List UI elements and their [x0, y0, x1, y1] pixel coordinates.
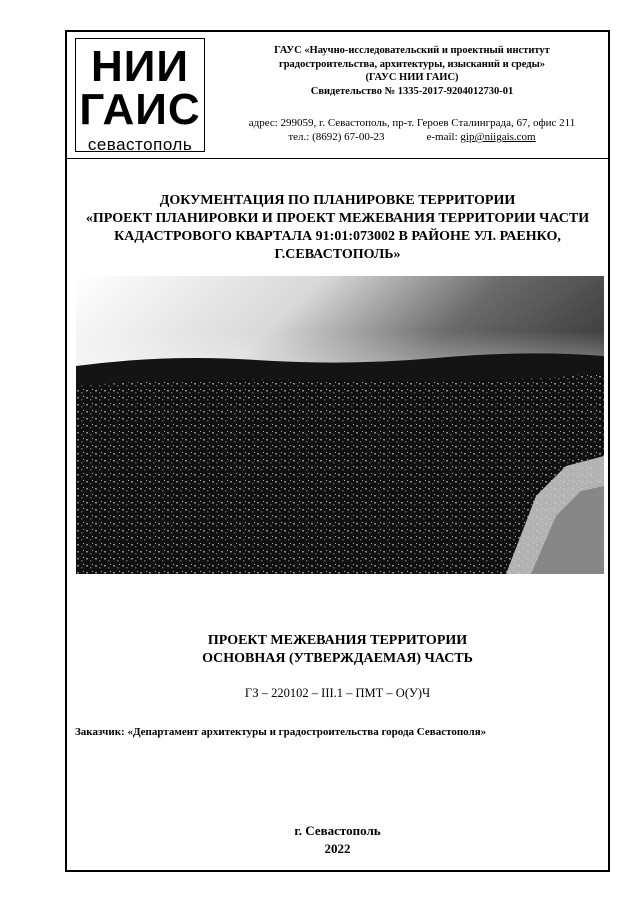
contacts	[217, 116, 607, 144]
organization-name-line1: ГАУС «Научно-исследовательский и проектный институт	[274, 45, 550, 56]
organization-info	[217, 44, 607, 98]
organization-name-line2: градостроительства, архитектуры, изысканий и среды»	[278, 58, 546, 70]
document-title	[67, 192, 608, 264]
place-and-year	[67, 822, 608, 858]
address: адрес: 299059, г. Севастополь, пр-т. Героев Сталинграда, 67, офис 211	[248, 117, 576, 129]
city: г. Севастополь	[294, 823, 381, 838]
section-title-line2: ОСНОВНАЯ (УТВЕРЖДАЕМАЯ) ЧАСТЬ	[202, 651, 473, 666]
logo-text-nii: НИИ	[90, 42, 190, 91]
document-title-line1: ДОКУМЕНТАЦИЯ ПО ПЛАНИРОВКЕ ТЕРРИТОРИИ	[159, 193, 516, 208]
document-code: ГЗ – 220102 – III.1 – ПМТ – О(У)Ч	[244, 686, 431, 700]
email-link[interactable]: gip@niigais.com	[460, 131, 536, 143]
phone: тел.: (8692) 67-00-23	[288, 131, 385, 143]
logo-city: севастополь	[87, 135, 193, 154]
email-label: e-mail:	[426, 131, 458, 143]
header	[67, 32, 608, 159]
document-title-line4: Г.СЕВАСТОПОЛЬ»	[274, 247, 401, 262]
year: 2022	[324, 841, 351, 856]
organization-certificate: Свидетельство № 1335-2017-9204012730-01	[310, 85, 514, 97]
customer: Заказчик: «Департамент архитектуры и градостроительства города Севастополя»	[75, 726, 487, 738]
logo-text-gais: ГАИС	[79, 85, 201, 134]
organization-short-name: (ГАУС НИИ ГАИС)	[365, 72, 459, 83]
section-title	[67, 632, 608, 668]
page-frame	[65, 30, 610, 872]
institute-logo	[75, 38, 205, 152]
section-title-line1: ПРОЕКТ МЕЖЕВАНИЯ ТЕРРИТОРИИ	[207, 633, 468, 648]
document-title-line2: «ПРОЕКТ ПЛАНИРОВКИ И ПРОЕКТ МЕЖЕВАНИЯ ТЕРРИТОРИИ ЧАСТИ	[85, 211, 590, 226]
document-title-line3: КАДАСТРОВОГО КВАРТАЛА 91:01:073002 В РАЙОНЕ УЛ. РАЕНКО,	[114, 229, 561, 244]
city-panorama-photo	[76, 276, 604, 574]
